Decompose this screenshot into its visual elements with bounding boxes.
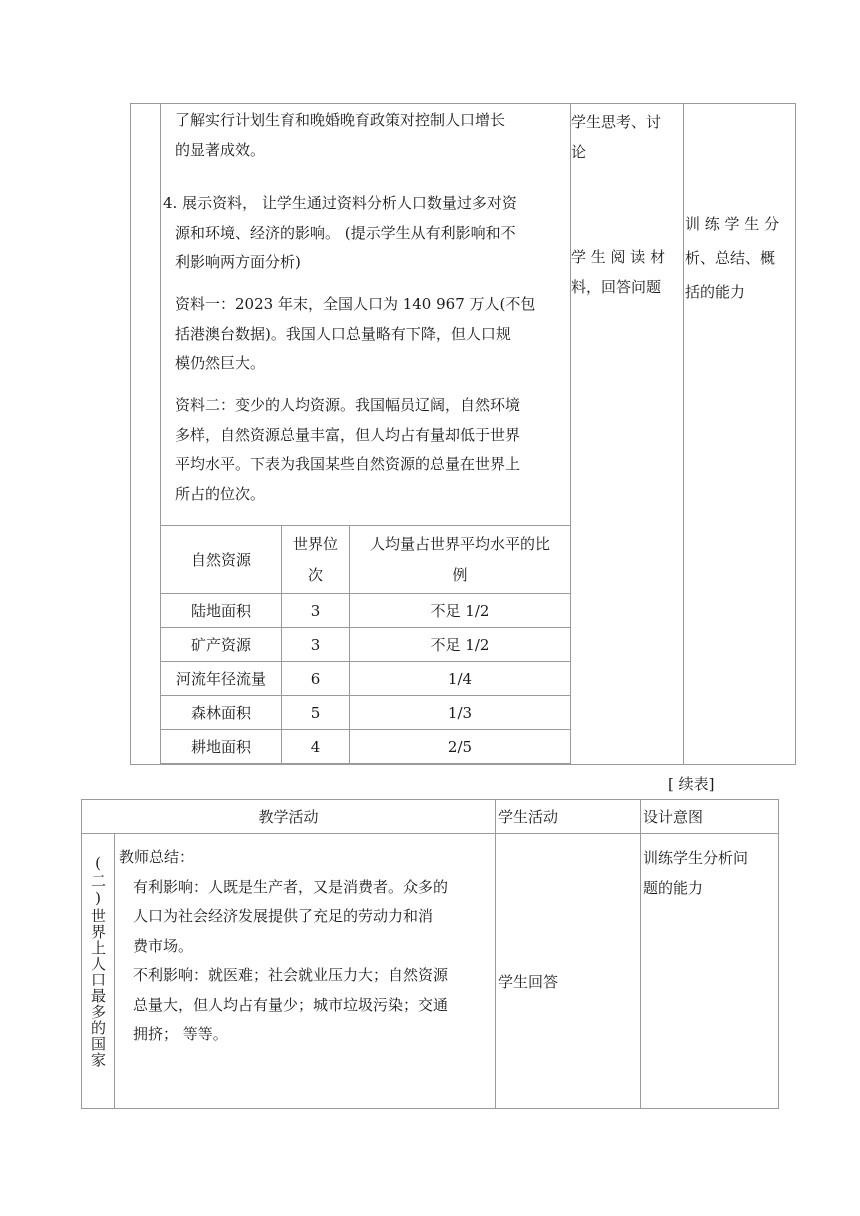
table-row <box>161 662 571 696</box>
student-answer-cell <box>496 834 641 1109</box>
cell-rank: 5 <box>282 696 350 730</box>
text-line: 资料二：变少的人均资源。我国幅员辽阔，自然环境 <box>175 396 521 414</box>
cell-resource: 矿产资源 <box>161 628 282 662</box>
section-title: (二)世界上人口最多的国家 <box>89 854 107 1068</box>
text-line: 4. 展示资料， 让学生通过资料分析人口数量过多对资 <box>163 194 517 212</box>
header-teaching-activity: 教学活动 <box>82 800 496 834</box>
header-resource: 自然资源 <box>161 526 282 594</box>
text-line: 拥挤； 等等。 <box>133 1025 228 1043</box>
text-line: 教师总结： <box>119 848 195 866</box>
header-rank <box>282 526 350 594</box>
text-line: 多样，自然资源总量丰富，但人均占有量却低于世界 <box>175 425 521 444</box>
cell-rank: 4 <box>282 730 350 764</box>
header-ratio <box>350 526 571 594</box>
cell-ratio: 不足 1/2 <box>350 628 571 662</box>
student-activity-read <box>571 243 683 302</box>
cell-ratio: 1/4 <box>350 662 571 696</box>
resource-rank-table <box>160 525 571 764</box>
student-activity-discuss <box>571 108 683 167</box>
table-row <box>161 696 571 730</box>
table-border-left <box>130 103 131 765</box>
text-line: 利影响两方面分析) <box>175 253 301 271</box>
lead-paragraph <box>175 106 575 165</box>
header-student-activity: 学生活动 <box>496 800 641 834</box>
text-line: 模仍然巨大。 <box>175 354 266 372</box>
table-border-right <box>795 103 796 765</box>
cell-rank: 3 <box>282 628 350 662</box>
text-line: 料，回答问题 <box>571 277 662 296</box>
text-line: 析、总结、概 <box>685 249 776 267</box>
material-2-paragraph <box>175 391 575 509</box>
cell-ratio: 1/3 <box>350 696 571 730</box>
text-line: 论 <box>571 142 587 161</box>
text-line: 人均量占世界平均水平的比 <box>369 534 550 553</box>
material-1-paragraph <box>175 290 575 379</box>
text-line: 次 <box>307 565 323 584</box>
section-title-cell <box>82 834 115 1109</box>
text-line: 例 <box>452 565 468 584</box>
continued-label: [ 续表] <box>668 775 715 793</box>
design-intent <box>685 207 795 309</box>
text-line: 训练学生分析问 <box>643 849 749 867</box>
table-header-row <box>82 800 779 834</box>
text-line: 有利影响：人既是生产者，又是消费者。众多的 <box>133 877 449 896</box>
text-line: 所占的位次。 <box>175 484 266 503</box>
cell-resource: 森林面积 <box>161 696 282 730</box>
text-line: 费市场。 <box>133 936 194 955</box>
table-border-top <box>130 103 796 104</box>
text-line: 学生思考、讨 <box>571 113 662 131</box>
text-line: 训 练 学 生 分 <box>685 215 780 233</box>
table-row <box>161 594 571 628</box>
text-line: 人口为社会经济发展提供了充足的劳动力和消 <box>133 907 434 925</box>
text-line: 世界位 <box>292 534 338 553</box>
cell-rank: 3 <box>282 594 350 628</box>
text-line: 不利影响：就医难；社会就业压力大；自然资源 <box>133 966 449 984</box>
text-line: 了解实行计划生育和晚婚晚育政策对控制人口增长 <box>175 111 506 129</box>
text-line: 学 生 阅 读 材 <box>571 248 666 266</box>
item-4-paragraph <box>163 189 573 278</box>
text-line: 括港澳台数据)。我国人口总量略有下降，但人口规 <box>175 324 511 343</box>
cell-resource: 陆地面积 <box>161 594 282 628</box>
table-row <box>82 834 779 1109</box>
text-line: 的显著成效。 <box>175 140 266 159</box>
cell-rank: 6 <box>282 662 350 696</box>
text-line: 总量大，但人均占有量少；城市垃圾污染；交通 <box>133 995 449 1014</box>
cell-resource: 河流年径流量 <box>161 662 282 696</box>
header-design-intent: 设计意图 <box>641 800 779 834</box>
text-line: 平均水平。下表为我国某些自然资源的总量在世界上 <box>175 455 521 473</box>
text-line: 括的能力 <box>685 283 746 301</box>
student-answer: 学生回答 <box>498 972 559 991</box>
design-intent-cell <box>641 834 779 1109</box>
cell-resource: 耕地面积 <box>161 730 282 764</box>
lesson-table-continued <box>130 103 796 765</box>
text-line: 资料一：2023 年末，全国人口为 140 967 万人(不包 <box>175 295 536 313</box>
table-border-bottom <box>130 764 796 765</box>
table-row <box>161 730 571 764</box>
cell-ratio: 不足 1/2 <box>350 594 571 628</box>
text-line: 题的能力 <box>643 878 704 897</box>
cell-ratio: 2/5 <box>350 730 571 764</box>
lesson-table <box>81 799 779 1109</box>
table-col-divider <box>683 103 684 765</box>
table-row <box>161 628 571 662</box>
text-line: 源和环境、经济的影响。 (提示学生从有利影响和不 <box>175 223 516 242</box>
teacher-summary-cell <box>115 834 496 1109</box>
